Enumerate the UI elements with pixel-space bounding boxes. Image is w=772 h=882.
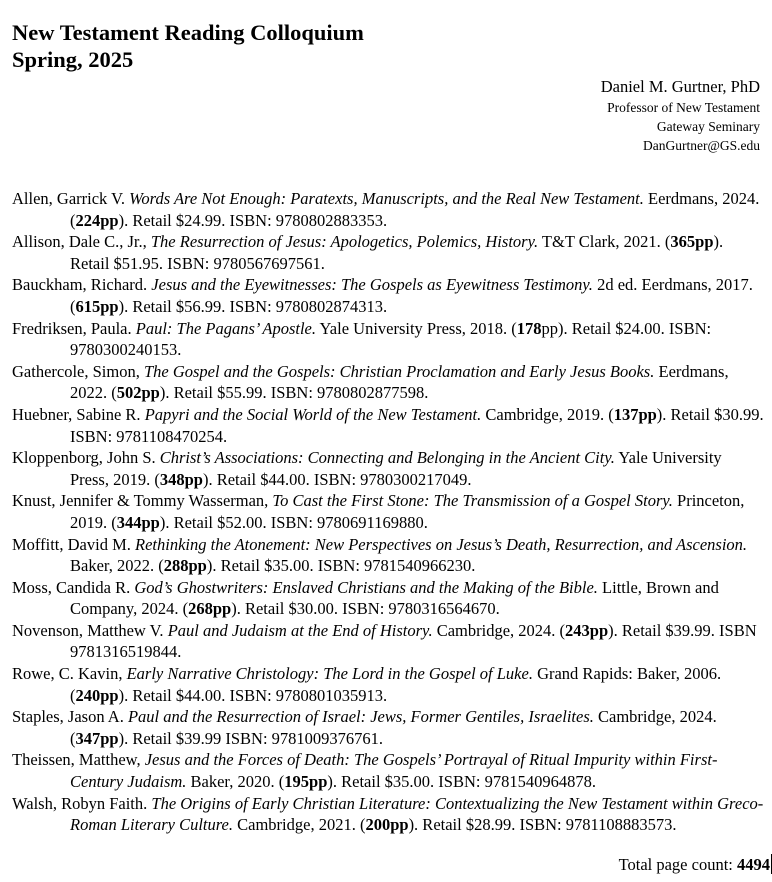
entry-retail-isbn: ). Retail $35.00. ISBN: 9781540966230. <box>206 556 476 576</box>
bibliography-entry <box>12 706 764 749</box>
entry-publication: Eerdmans, 2024. ( <box>70 189 760 230</box>
entry-publication: Grand Rapids: Baker, 2006. ( <box>70 664 722 705</box>
entry-title: The Origins of Early Christian Literature: Contextualizing the New Testament within Greco-Roman Literary Culture. <box>70 793 764 835</box>
entry-title: Jesus and the Eyewitnesses: The Gospels as Eyewitness Testimony. <box>151 275 593 295</box>
entry-author: Theissen, Matthew, <box>12 750 141 770</box>
entry-title: Rethinking the Atonement: New Perspectives on Jesus’s Death, Resurrection, and Ascension. <box>135 534 748 554</box>
entry-page-count: 348pp <box>159 469 203 489</box>
entry-retail-isbn: ). Retail $56.99. ISBN: 9780802874313. <box>118 296 388 316</box>
bibliography-entry <box>12 274 764 317</box>
bibliography-entry <box>12 749 764 792</box>
entry-title: Words Are Not Enough: Paratexts, Manuscripts, and the Real New Testament. <box>129 189 644 208</box>
total-label: Total page count: <box>618 855 737 874</box>
author-name: Daniel M. Gurtner, PhD <box>600 77 760 96</box>
entry-retail-isbn: ). Retail $30.99. ISBN: 9781108470254. <box>70 404 764 446</box>
entry-title: Jesus and the Forces of Death: The Gospels’ Portrayal of Ritual Impurity within First-Century Judaism. <box>70 750 718 792</box>
entry-page-count: 288pp <box>163 556 207 576</box>
entry-title: The Gospel and the Gospels: Christian Proclamation and Early Jesus Books. <box>143 361 655 381</box>
total-page-count <box>619 853 772 877</box>
entry-retail-isbn: ). Retail $30.00. ISBN: 9780316564670. <box>231 599 500 619</box>
entry-page-suffix: pp <box>541 318 559 338</box>
author-block <box>601 76 760 155</box>
entry-retail-isbn: ). Retail $39.99. ISBN 9781316519844. <box>70 620 757 662</box>
bibliography-entry <box>12 447 764 490</box>
title-line-2: Spring, 2025 <box>12 47 134 72</box>
entry-page-count: 240pp <box>75 685 119 705</box>
bibliography-entry <box>12 577 764 620</box>
bibliography-entry <box>12 663 764 706</box>
entry-page-count: 344pp <box>116 512 160 532</box>
entry-author: Walsh, Robyn Faith. <box>12 793 148 813</box>
total-value: 4494 <box>737 855 770 874</box>
entry-title: Paul and Judaism at the End of History. <box>167 620 433 640</box>
entry-title: Paul and the Resurrection of Israel: Jews, Former Gentiles, Israelites. <box>127 707 594 727</box>
entry-author: Knust, Jennifer & Tommy Wasserman, <box>12 491 269 511</box>
entry-author: Allen, Garrick V. <box>12 189 126 208</box>
entry-publication: Cambridge, 2024. ( <box>70 707 717 748</box>
entry-author: Bauckham, Richard. <box>12 275 148 295</box>
entry-author: Kloppenborg, John S. <box>12 448 156 468</box>
author-email: DanGurtner@GS.edu <box>642 138 760 153</box>
bibliography-entry <box>12 361 764 404</box>
entry-retail-isbn: ). Retail $52.00. ISBN: 9780691169880. <box>159 512 428 532</box>
entry-page-count: 178 <box>516 318 542 338</box>
entry-title: Christ’s Associations: Connecting and Belonging in the Ancient City. <box>159 448 615 468</box>
entry-page-count: 268pp <box>188 599 232 619</box>
entry-publication: Baker, 2022. ( <box>70 556 164 576</box>
bibliography-entry <box>12 534 764 577</box>
author-institution: Gateway Seminary <box>656 119 760 134</box>
entry-page-count: 137pp <box>613 404 657 424</box>
entry-page-count: 243pp <box>565 620 609 640</box>
entry-page-count: 615pp <box>75 296 119 316</box>
entry-publication: Yale University Press, 2018. ( <box>316 318 517 338</box>
entry-publication: Little, Brown and Company, 2024. ( <box>70 577 719 619</box>
title-line-1: New Testament Reading Colloquium <box>12 20 364 45</box>
entry-publication: Princeton, 2019. ( <box>70 491 745 532</box>
entry-title: Papyri and the Social World of the New Testament. <box>144 404 482 424</box>
entry-retail-isbn: ). Retail $24.99. ISBN: 9780802883353. <box>118 210 388 230</box>
entry-page-count: 365pp <box>670 232 714 252</box>
entry-title: Early Narrative Christology: The Lord in the Gospel of Luke. <box>126 664 533 684</box>
entry-publication: Cambridge, 2021. ( <box>233 815 366 835</box>
bibliography-entry <box>12 404 764 447</box>
entry-page-count: 195pp <box>284 772 328 792</box>
entry-page-count: 200pp <box>365 815 409 835</box>
entry-author: Moss, Candida R. <box>12 577 131 597</box>
entry-author: Moffitt, David M. <box>12 534 131 554</box>
entry-author: Novenson, Matthew V. <box>12 620 164 640</box>
entry-author: Staples, Jason A. <box>12 707 124 727</box>
entry-title: Paul: The Pagans’ Apostle. <box>135 318 317 338</box>
entry-publication: 2d ed. Eerdmans, 2017. ( <box>70 275 753 316</box>
entry-page-count: 502pp <box>116 383 160 403</box>
entry-author: Allison, Dale C., Jr., <box>12 232 147 252</box>
entry-publication: Yale University Press, 2019. ( <box>70 448 722 489</box>
entry-publication: Cambridge, 2024. ( <box>432 620 566 640</box>
entry-author: Fredriksen, Paula. <box>12 318 132 338</box>
bibliography-entry <box>12 318 764 361</box>
bibliography-list <box>12 188 764 836</box>
entry-retail-isbn: ). Retail $51.95. ISBN: 9780567697561. <box>70 232 724 273</box>
entry-retail-isbn: ). Retail $39.99 ISBN: 9781009376761. <box>118 728 384 748</box>
author-position: Professor of New Testament <box>607 100 760 115</box>
bibliography-entry <box>12 231 764 274</box>
entry-title: The Resurrection of Jesus: Apologetics, Polemics, History. <box>150 232 539 252</box>
entry-publication: T&T Clark, 2021. ( <box>538 232 671 252</box>
page-title <box>12 19 512 73</box>
entry-page-count: 224pp <box>75 210 119 230</box>
entry-retail-isbn: ). Retail $24.00. ISBN: 9780300240153. <box>70 318 712 360</box>
entry-author: Huebner, Sabine R. <box>12 404 141 424</box>
bibliography-entry <box>12 490 764 533</box>
entry-author: Rowe, C. Kavin, <box>12 664 123 684</box>
entry-page-count: 347pp <box>75 728 119 748</box>
entry-retail-isbn: ). Retail $44.00. ISBN: 9780801035913. <box>118 685 388 705</box>
entry-author: Gathercole, Simon, <box>12 361 140 381</box>
entry-title: To Cast the First Stone: The Transmission of a Gospel Story. <box>272 491 673 511</box>
entry-publication: Eerdmans, 2022. ( <box>70 361 729 403</box>
entry-retail-isbn: ). Retail $44.00. ISBN: 9780300217049. <box>202 469 472 489</box>
entry-publication: Baker, 2020. ( <box>186 772 285 792</box>
bibliography-entry <box>12 793 764 836</box>
bibliography-entry <box>12 620 764 663</box>
entry-title: God’s Ghostwriters: Enslaved Christians and the Making of the Bible. <box>134 577 598 597</box>
entry-retail-isbn: ). Retail $55.99. ISBN: 9780802877598. <box>159 383 429 403</box>
entry-retail-isbn: ). Retail $35.00. ISBN: 9781540964878. <box>327 772 596 792</box>
entry-publication: Cambridge, 2019. ( <box>481 404 614 424</box>
entry-retail-isbn: ). Retail $28.99. ISBN: 9781108883573. <box>408 815 677 835</box>
bibliography-entry <box>12 188 764 231</box>
